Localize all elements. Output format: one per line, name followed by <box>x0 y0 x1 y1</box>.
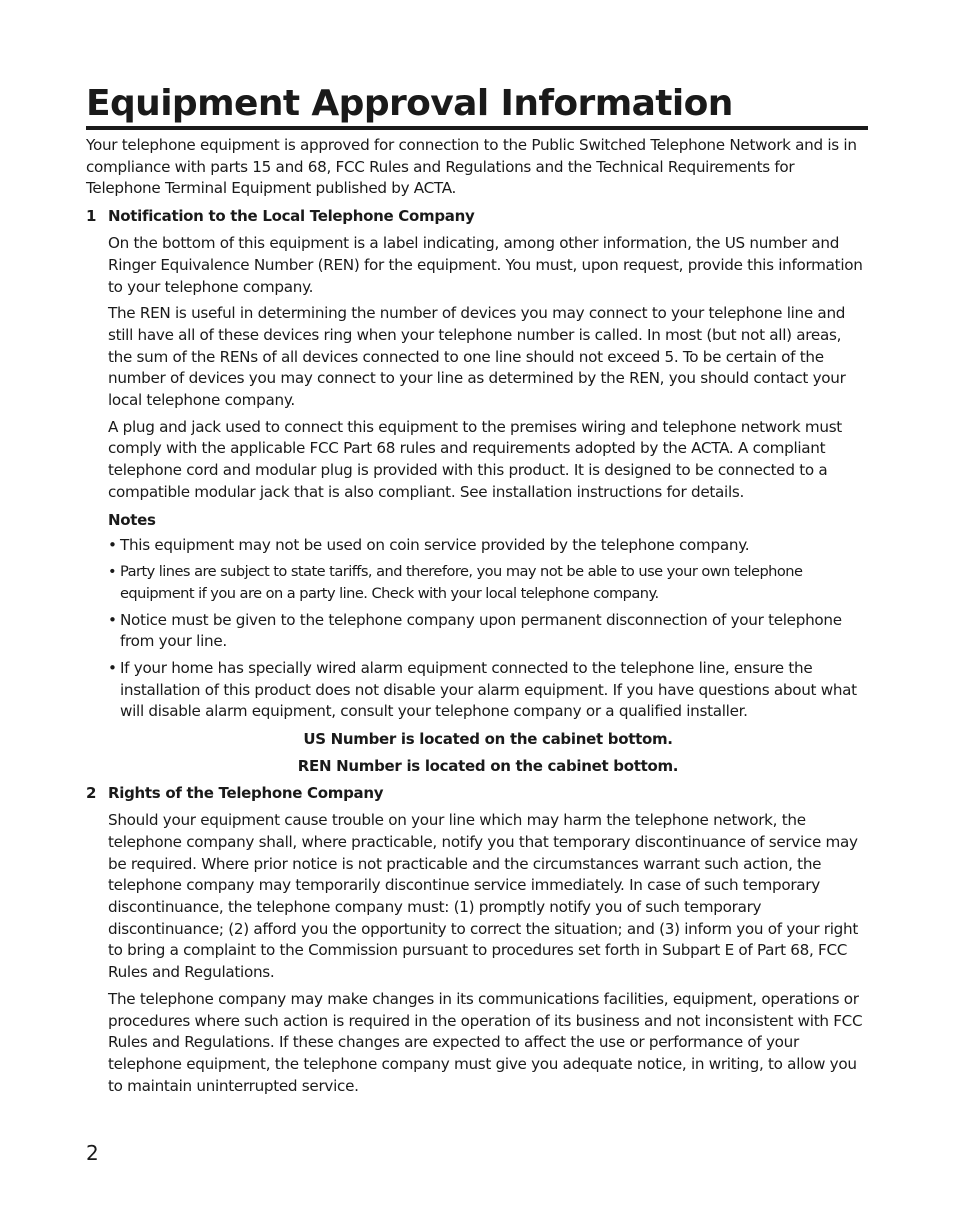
page-title: Equipment Approval Information <box>86 84 868 130</box>
document-page <box>86 84 868 1097</box>
section-1-heading <box>86 206 868 227</box>
section-2-paragraph: The telephone company may make changes in its communications facilities, equipment, operations or procedures where such action is required in the operation of its business and not inconsistent with FCC Rules and Regulations. If these changes are expected to affect the use or performance of your telephone equipment, the telephone company must give you adequate notice, in writing, to allow you to maintain uninterrupted service. <box>108 989 863 1095</box>
note-item <box>108 535 868 557</box>
section-1-paragraph: A plug and jack used to connect this equipment to the premises wiring and telephone network must comply with the applicable FCC Part 68 rules and requirements adopted by the ACTA. A compliant telephone cord and modular plug is provided with this product. It is designed to be connected to a compatible modular jack that is also compliant. See installation instructions for details. <box>108 417 842 501</box>
note-text: Notice must be given to the telephone company upon permanent disconnection of your telephone from your line. <box>120 610 842 651</box>
note-text: Party lines are subject to state tariffs, and therefore, you may not be able to use your own telephone equipment if you are on a party line. Check with your local telephone company. <box>120 563 803 602</box>
note-item <box>108 610 868 653</box>
bullet-icon: • <box>108 610 117 629</box>
note-item <box>108 561 868 604</box>
bullet-icon: • <box>108 563 117 581</box>
section-2-body <box>108 810 868 1097</box>
section-2-title: Rights of the Telephone Company <box>108 784 384 803</box>
section-1-paragraph: The REN is useful in determining the number of devices you may connect to your telephone line and still have all of these devices ring when your telephone number is called. In most (but not all) areas, the sum of the RENs of all devices connected to one line should not exceed 5. To be certain of the number of devices you may connect to your line as determined by the REN, you should contact your local telephone company. <box>108 304 846 410</box>
section-1-number: 1 <box>86 207 97 226</box>
section-1-paragraph: On the bottom of this equipment is a label indicating, among other information, the US number and Ringer Equivalence Number (REN) for the equipment. You must, upon request, provide this information to your telephone company. <box>108 234 863 296</box>
section-2-number: 2 <box>86 784 97 803</box>
section-2-heading <box>86 783 868 804</box>
bullet-icon: • <box>108 535 117 554</box>
page-number: 2 <box>86 1141 99 1165</box>
note-text: If your home has specially wired alarm equipment connected to the telephone line, ensure the installation of this product does not disable your alarm equipment. If you have questions about what will disable alarm equipment, consult your telephone company or a qualified installer. <box>120 659 857 721</box>
note-item <box>108 658 868 723</box>
section-2-paragraph: Should your equipment cause trouble on your line which may harm the telephone network, the telephone company shall, where practicable, notify you that temporary discontinuance of service may be required. Where prior notice is not practicable and the circumstances warrant such action, the telephone company may temporarily discontinue service immediately. In case of such temporary discontinuance, the telephone company must: (1) promptly notify you of such temporary discontinuance; (2) afford you the opportunity to correct the situation; and (3) inform you of your right to bring a complaint to the Commission pursuant to procedures set forth in Subpart E of Part 68, FCC Rules and Regulations. <box>108 811 858 982</box>
notes-heading: Notes <box>108 510 156 529</box>
note-text: This equipment may not be used on coin service provided by the telephone company. <box>120 535 750 554</box>
intro-paragraph: Your telephone equipment is approved for connection to the Public Switched Telephone Network and is in compliance with parts 15 and 68, FCC Rules and Regulations and the Technical Requirements for Telephone Terminal Equipment published by ACTA. <box>86 136 857 198</box>
notes-list <box>108 535 868 724</box>
bullet-icon: • <box>108 659 117 678</box>
ren-number-line: REN Number is located on the cabinet bottom. <box>297 757 679 776</box>
us-number-line: US Number is located on the cabinet bottom. <box>303 730 673 749</box>
section-1-title: Notification to the Local Telephone Company <box>108 207 475 226</box>
section-1-body <box>108 233 868 777</box>
